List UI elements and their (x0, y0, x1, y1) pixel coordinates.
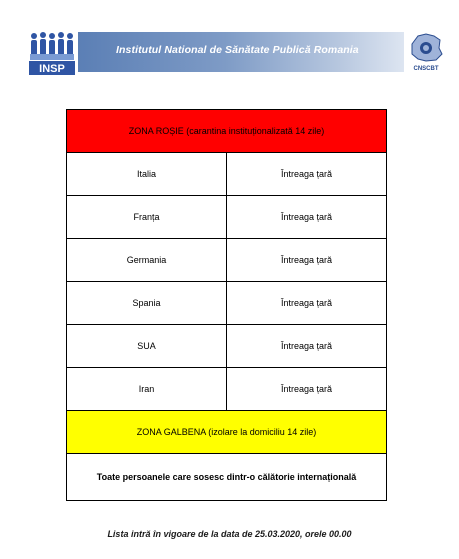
romania-map-icon (406, 30, 446, 66)
country-cell: Iran (67, 368, 227, 411)
insp-logo (28, 30, 76, 76)
yellow-zone-note: Toate persoanele care sosesc dintr-o călătorie internațională (67, 454, 387, 501)
table-row (67, 368, 387, 411)
country-cell: Italia (67, 153, 227, 196)
insp-logo-text: INSP (39, 63, 65, 75)
table-row (67, 239, 387, 282)
red-zone-header-row (67, 110, 387, 153)
table-row (67, 282, 387, 325)
area-cell: Întreaga țară (227, 153, 387, 196)
table-row (67, 325, 387, 368)
yellow-zone-header-row (67, 411, 387, 454)
country-cell: Franța (67, 196, 227, 239)
table-row (67, 196, 387, 239)
area-cell: Întreaga țară (227, 282, 387, 325)
header-banner (78, 32, 404, 72)
cnscbt-logo (406, 30, 446, 76)
red-zone-title: ZONA ROȘIE (carantina instituționalizată 14 zile) (67, 110, 387, 153)
country-cell: Germania (67, 239, 227, 282)
cnscbt-logo-text: CNSCBT (413, 66, 439, 72)
document-header (28, 30, 439, 76)
yellow-zone-note-row (67, 454, 387, 501)
country-cell: Spania (67, 282, 227, 325)
yellow-zone-title: ZONA GALBENA (izolare la domiciliu 14 zile) (67, 411, 387, 454)
institute-title: Institutul National de Sănătate Publică Romania (116, 44, 359, 56)
country-cell: SUA (67, 325, 227, 368)
effective-date-note: Lista intră în vigoare de la data de 25.03.2020, orele 00.00 (107, 529, 352, 539)
area-cell: Întreaga țară (227, 239, 387, 282)
area-cell: Întreaga țară (227, 325, 387, 368)
zones-table (66, 109, 387, 501)
area-cell: Întreaga țară (227, 368, 387, 411)
area-cell: Întreaga țară (227, 196, 387, 239)
table-row (67, 153, 387, 196)
